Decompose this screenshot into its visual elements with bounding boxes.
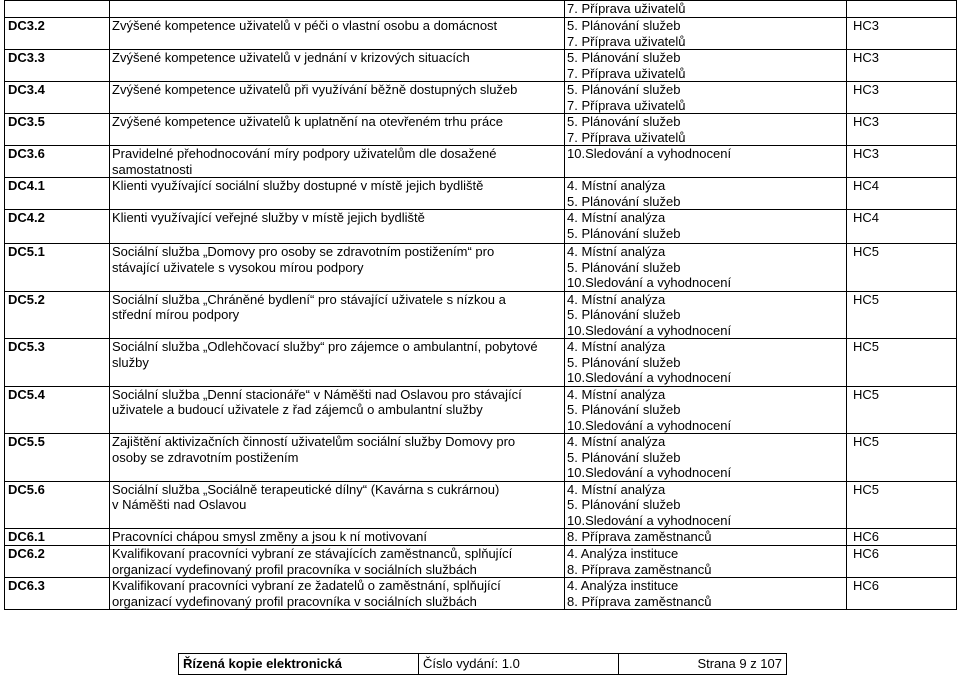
control-copy-label: Řízená kopie elektronická (179, 654, 419, 675)
goal-activities: 4. Analýza instituce 8. Příprava zaměstnanců (565, 578, 847, 610)
goal-code: DC4.1 (5, 178, 110, 210)
table-row (5, 291, 957, 339)
goal-activities: 4. Místní analýza 5. Plánování služeb 10.Sledování a vyhodnocení (565, 291, 847, 339)
goal-text: Klienti využívající sociální služby dostupné v místě jejich bydliště (110, 178, 565, 210)
table-row (5, 578, 957, 610)
goal-code: DC4.2 (5, 210, 110, 244)
table-row (5, 210, 957, 244)
goal-text (110, 1, 565, 18)
goal-activities: 4. Místní analýza 5. Plánování služeb 10.Sledování a vyhodnocení (565, 339, 847, 387)
goal-code: DC3.5 (5, 114, 110, 146)
goal-activities: 8. Příprava zaměstnanců (565, 529, 847, 546)
goal-category: HC6 (847, 529, 957, 546)
goal-category: HC6 (847, 578, 957, 610)
goal-activities: 4. Místní analýza 5. Plánování služeb 10.Sledování a vyhodnocení (565, 434, 847, 482)
goal-activities: 5. Plánování služeb 7. Příprava uživatelů (565, 18, 847, 50)
goal-text: Sociální služba „Chráněné bydlení“ pro stávající uživatele s nízkou a střední mírou podpory (110, 291, 565, 339)
goal-activities: 5. Plánování služeb 7. Příprava uživatelů (565, 82, 847, 114)
goal-code: DC5.6 (5, 481, 110, 529)
goal-activities: 10.Sledování a vyhodnocení (565, 146, 847, 178)
goal-activities: 7. Příprava uživatelů (565, 1, 847, 18)
goal-code: DC5.5 (5, 434, 110, 482)
table-row (5, 244, 957, 292)
goal-activities: 4. Místní analýza 5. Plánování služeb 10.Sledování a vyhodnocení (565, 386, 847, 434)
goal-code: DC5.4 (5, 386, 110, 434)
table-row (5, 386, 957, 434)
goal-category: HC5 (847, 386, 957, 434)
goal-code (5, 1, 110, 18)
table-row (5, 1, 957, 18)
goal-code: DC5.3 (5, 339, 110, 387)
goal-category: HC6 (847, 546, 957, 578)
goal-category: HC3 (847, 82, 957, 114)
goal-text: Zvýšené kompetence uživatelů v jednání v krizových situacích (110, 50, 565, 82)
goal-code: DC6.3 (5, 578, 110, 610)
goal-activities: 4. Místní analýza 5. Plánování služeb (565, 210, 847, 244)
table-row (5, 529, 957, 546)
goal-text: Kvalifikovaní pracovníci vybraní ze žadatelů o zaměstnání, splňující organizací vydefinovaný profil pracovníka v sociálních službách (110, 578, 565, 610)
table-row (5, 178, 957, 210)
goals-table (4, 0, 957, 610)
table-row (5, 339, 957, 387)
table-row (5, 146, 957, 178)
table-row (5, 114, 957, 146)
goal-category: HC5 (847, 339, 957, 387)
goal-category: HC5 (847, 244, 957, 292)
goal-code: DC6.2 (5, 546, 110, 578)
goal-code: DC3.2 (5, 18, 110, 50)
goal-activities: 5. Plánování služeb 7. Příprava uživatelů (565, 50, 847, 82)
goal-category: HC5 (847, 481, 957, 529)
goal-activities: 4. Místní analýza 5. Plánování služeb (565, 178, 847, 210)
goal-text: Klienti využívající veřejné služby v místě jejich bydliště (110, 210, 565, 244)
goal-code: DC5.1 (5, 244, 110, 292)
goal-activities: 4. Místní analýza 5. Plánování služeb 10.Sledování a vyhodnocení (565, 481, 847, 529)
goal-text: Pravidelné přehodnocování míry podpory uživatelům dle dosažené samostatnosti (110, 146, 565, 178)
goal-code: DC3.3 (5, 50, 110, 82)
page-number: Strana 9 z 107 (619, 654, 787, 675)
goal-category (847, 1, 957, 18)
table-row (5, 50, 957, 82)
goal-category: HC3 (847, 114, 957, 146)
goal-activities: 5. Plánování služeb 7. Příprava uživatelů (565, 114, 847, 146)
table-row (5, 481, 957, 529)
goal-category: HC4 (847, 178, 957, 210)
document-footer (178, 653, 787, 675)
goal-text: Zvýšené kompetence uživatelů v péči o vlastní osobu a domácnost (110, 18, 565, 50)
goal-text: Kvalifikovaní pracovníci vybraní ze stávajících zaměstnanců, splňující organizací vydefinovaný profil pracovníka v sociálních službách (110, 546, 565, 578)
goal-category: HC4 (847, 210, 957, 244)
goal-text: Sociální služba „Odlehčovací služby“ pro zájemce o ambulantní, pobytové služby (110, 339, 565, 387)
goal-code: DC3.6 (5, 146, 110, 178)
goal-category: HC3 (847, 50, 957, 82)
goal-text: Zajištění aktivizačních činností uživatelům sociální služby Domovy pro osoby se zdravotním postižením (110, 434, 565, 482)
goal-text: Sociální služba „Domovy pro osoby se zdravotním postižením“ pro stávající uživatele s vysokou mírou podpory (110, 244, 565, 292)
goal-text: Zvýšené kompetence uživatelů k uplatnění na otevřeném trhu práce (110, 114, 565, 146)
table-row (5, 434, 957, 482)
goal-code: DC6.1 (5, 529, 110, 546)
goal-category: HC3 (847, 146, 957, 178)
goal-category: HC5 (847, 291, 957, 339)
goal-category: HC3 (847, 18, 957, 50)
table-row (5, 82, 957, 114)
table-row (5, 18, 957, 50)
goal-text: Sociální služba „Denní stacionáře“ v Náměšti nad Oslavou pro stávající uživatele a budoucí uživatele z řad zájemců o ambulantní služby (110, 386, 565, 434)
goal-text: Zvýšené kompetence uživatelů při využívání běžně dostupných služeb (110, 82, 565, 114)
goal-activities: 4. Analýza instituce 8. Příprava zaměstnanců (565, 546, 847, 578)
goal-text: Pracovníci chápou smysl změny a jsou k ní motivovaní (110, 529, 565, 546)
table-row (5, 546, 957, 578)
goal-activities: 4. Místní analýza 5. Plánování služeb 10.Sledování a vyhodnocení (565, 244, 847, 292)
goal-category: HC5 (847, 434, 957, 482)
goal-code: DC5.2 (5, 291, 110, 339)
goal-code: DC3.4 (5, 82, 110, 114)
goal-text: Sociální služba „Sociálně terapeutické dílny“ (Kavárna s cukrárnou) v Náměšti nad Oslavou (110, 481, 565, 529)
issue-number: Číslo vydání: 1.0 (419, 654, 619, 675)
